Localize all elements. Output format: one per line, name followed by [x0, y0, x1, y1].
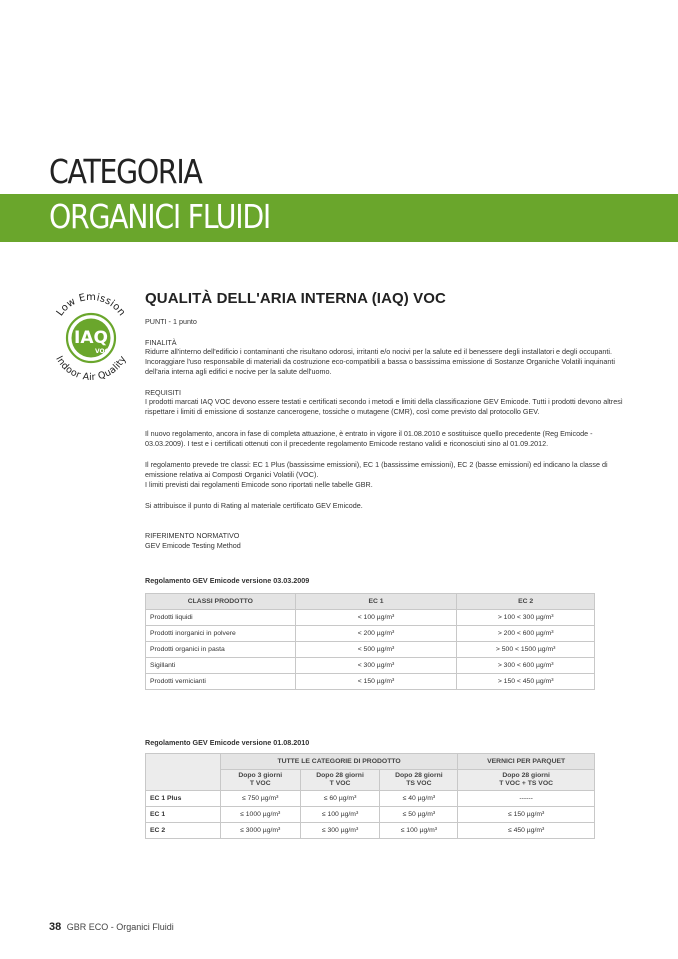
table1-cell: > 500 < 1500 µg/m³: [457, 642, 595, 658]
table2-cell: ≤ 100 µg/m³: [300, 807, 380, 823]
classi-line-3: I limiti previsti dai regolamenti Emicode sono riportati nelle tabelle GBR.: [145, 480, 373, 489]
table2-corner: [146, 754, 221, 791]
table2-cell: ≤ 300 µg/m³: [300, 823, 380, 839]
table1-cell: < 300 µg/m³: [295, 658, 457, 674]
subcategory-title: ORGANICI FLUIDI: [49, 197, 271, 236]
table2-cell: ≤ 60 µg/m³: [300, 791, 380, 807]
table1-cell: > 200 < 600 µg/m³: [457, 626, 595, 642]
logo-top-text: Low Emission: [54, 291, 128, 319]
category-title: CATEGORIA: [49, 152, 202, 191]
table2-group-parquet: VERNICI PER PARQUET: [458, 754, 595, 770]
riferimento-label: RIFERIMENTO NORMATIVO: [145, 531, 240, 540]
finalita-line-2: Incoraggiare l'uso responsabile di materiali da costruzione eco-compatibili a bassa o bassissima emissione di Sostanze Organiche Volatili inquinanti: [145, 357, 616, 366]
table2-subheader: Dopo 3 giorni T VOC: [220, 770, 300, 791]
attribuisce-text: Si attribuisce il punto di Rating al materiale certificato GEV Emicode.: [145, 501, 363, 510]
table2-cell: ≤ 100 µg/m³: [380, 823, 458, 839]
table-row: [146, 807, 595, 823]
table1-header-ec2: EC 2: [457, 594, 595, 610]
table-row: [146, 642, 595, 658]
regolamento-line-2: 03.03.2009). I test e i certificati ottenuti con il precedente regolamento Emicode restano validi e riconosciuti sino al 01.09.2012.: [145, 439, 549, 448]
table1-cell: < 100 µg/m³: [295, 610, 457, 626]
table2-subheader: Dopo 28 giorni TS VOC: [380, 770, 458, 791]
table1-cell: Prodotti organici in pasta: [146, 642, 296, 658]
table1-cell: > 100 < 300 µg/m³: [457, 610, 595, 626]
regolamento-line-1: Il nuovo regolamento, ancora in fase di completa attuazione, è entrato in vigore il 01.08.2010 e sostituisce quello precedente (Reg Emicode -: [145, 429, 593, 438]
table-row: [146, 626, 595, 642]
finalita-line-1: Ridurre all'interno dell'edificio i contaminanti che risultano odorosi, irritanti e/o nocivi per la salute ed il benessere degli installatori e degli occupanti.: [145, 347, 612, 356]
table2-subheader: Dopo 28 giorni T VOC + TS VOC: [458, 770, 595, 791]
table2-cell: ≤ 150 µg/m³: [458, 807, 595, 823]
table-2009: [145, 593, 595, 690]
table1-header-classi: CLASSI PRODOTTO: [146, 594, 296, 610]
page-number: 38: [49, 921, 62, 933]
table2-cell: ≤ 450 µg/m³: [458, 823, 595, 839]
table2-cell: EC 1: [146, 807, 221, 823]
table2-caption: Regolamento GEV Emicode versione 01.08.2010: [145, 738, 310, 747]
points-text: PUNTI - 1 punto: [145, 317, 197, 326]
table-row: [146, 823, 595, 839]
finalita-line-3: dell'aria interna agli edifici e nocive per la salute dell'uomo.: [145, 367, 332, 376]
table1-cell: > 300 < 600 µg/m³: [457, 658, 595, 674]
svg-text:Indoor Air Quality: [53, 354, 129, 383]
table1-cell: Prodotti inorganici in polvere: [146, 626, 296, 642]
logo-center-text: IAQ: [74, 328, 108, 348]
table-row: [146, 610, 595, 626]
requisiti-line-2: rispettare i limiti di emissione di sostanze cancerogene, tossiche o mutagene (CMR), così come previsto dal protocollo GEV.: [145, 407, 540, 416]
table2-cell: ≤ 3000 µg/m³: [220, 823, 300, 839]
table-row: [146, 658, 595, 674]
classi-line-1: Il regolamento prevede tre classi: EC 1 Plus (bassissime emissioni), EC 1 (bassissime emissioni), EC 2 (basse emissioni) ed indicano la classe di: [145, 460, 608, 469]
finalita-label: FINALITÀ: [145, 338, 177, 347]
table2-cell: EC 2: [146, 823, 221, 839]
logo-bottom-text: Indoor Air Quality: [53, 354, 129, 384]
table2-cell: ------: [458, 791, 595, 807]
table1-caption: Regolamento GEV Emicode versione 03.03.2009: [145, 576, 310, 585]
table2-cell: ≤ 40 µg/m³: [380, 791, 458, 807]
table1-cell: < 200 µg/m³: [295, 626, 457, 642]
table-2010: [145, 753, 595, 839]
page-footer: [49, 921, 174, 933]
requisiti-line-1: I prodotti marcati IAQ VOC devono essere testati e certificati secondo i metodi e limiti della classificazione GEV Emicode. Tutti i prodotti devono altresì: [145, 397, 623, 406]
table1-cell: Sigillanti: [146, 658, 296, 674]
table1-cell: Prodotti liquidi: [146, 610, 296, 626]
requisiti-label: REQUISITI: [145, 388, 181, 397]
table1-cell: < 150 µg/m³: [295, 674, 457, 690]
table-row: [146, 791, 595, 807]
table2-cell: ≤ 750 µg/m³: [220, 791, 300, 807]
table1-cell: < 500 µg/m³: [295, 642, 457, 658]
table2-cell: ≤ 50 µg/m³: [380, 807, 458, 823]
table2-cell: EC 1 Plus: [146, 791, 221, 807]
footer-label: GBR ECO - Organici Fluidi: [66, 922, 174, 932]
iaq-voc-badge-icon: [46, 291, 136, 387]
table2-subheader: Dopo 28 giorni T VOC: [300, 770, 380, 791]
table1-cell: Prodotti vernicianti: [146, 674, 296, 690]
logo-sub-text: VOC: [94, 348, 110, 355]
riferimento-value: GEV Emicode Testing Method: [145, 541, 241, 550]
table2-group-all: TUTTE LE CATEGORIE DI PRODOTTO: [220, 754, 457, 770]
table1-header-ec1: EC 1: [295, 594, 457, 610]
table2-cell: ≤ 1000 µg/m³: [220, 807, 300, 823]
table1-cell: > 150 < 450 µg/m³: [457, 674, 595, 690]
section-title: QUALITÀ DELL'ARIA INTERNA (IAQ) VOC: [145, 290, 446, 307]
classi-line-2: emissione relativa ai Composti Organici Volatili (VOC).: [145, 470, 319, 479]
table-row: [146, 674, 595, 690]
